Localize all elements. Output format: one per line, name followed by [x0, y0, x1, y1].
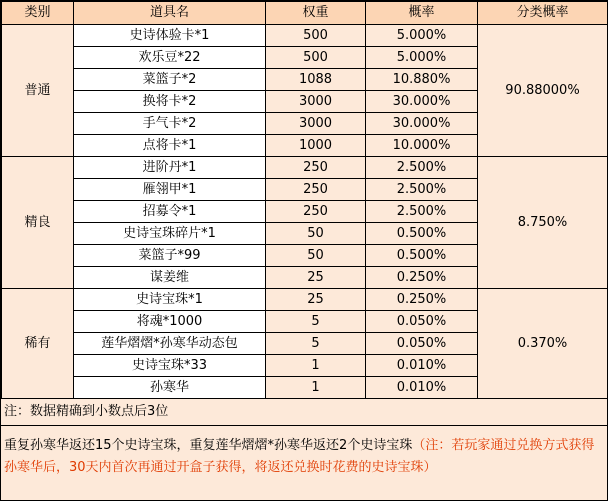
- category-rate-cell: 8.750%: [478, 157, 608, 289]
- rate-cell: 0.010%: [366, 377, 478, 399]
- rate-cell: 0.250%: [366, 267, 478, 289]
- rate-cell: 2.500%: [366, 179, 478, 201]
- category-rate-cell: 0.370%: [478, 289, 608, 399]
- table-row: [2, 289, 608, 311]
- weight-cell: 1: [266, 355, 366, 377]
- table-row: [2, 157, 608, 179]
- table-row: [2, 25, 608, 47]
- rate-cell: 10.880%: [366, 69, 478, 91]
- rate-cell: 10.000%: [366, 135, 478, 157]
- category-rate-cell: 90.88000%: [478, 25, 608, 157]
- header-category: 类别: [2, 2, 74, 25]
- footer-warning-text: （注：若玩家通过兑换方式获得孙寒华后，30天内首次再通过开盒子获得，将返还兑换时花费的史诗宝珠）: [4, 438, 595, 475]
- item-cell: 手气卡*2: [74, 113, 266, 135]
- item-cell: 点将卡*1: [74, 135, 266, 157]
- weight-cell: 3000: [266, 91, 366, 113]
- rate-cell: 30.000%: [366, 113, 478, 135]
- item-cell: 史诗体验卡*1: [74, 25, 266, 47]
- rate-cell: 30.000%: [366, 91, 478, 113]
- rate-cell: 0.500%: [366, 245, 478, 267]
- rate-cell: 5.000%: [366, 25, 478, 47]
- header-item: 道具名: [74, 2, 266, 25]
- drop-rate-table: [1, 1, 608, 399]
- rate-cell: 0.250%: [366, 289, 478, 311]
- rate-cell: 0.050%: [366, 311, 478, 333]
- weight-cell: 1088: [266, 69, 366, 91]
- item-cell: 菜篮子*99: [74, 245, 266, 267]
- rate-cell: 2.500%: [366, 157, 478, 179]
- item-cell: 谋姜维: [74, 267, 266, 289]
- table-header-row: [2, 2, 608, 25]
- weight-cell: 50: [266, 223, 366, 245]
- weight-cell: 25: [266, 289, 366, 311]
- item-cell: 将魂*1000: [74, 311, 266, 333]
- category-cell: 精良: [2, 157, 74, 289]
- item-cell: 史诗宝珠*1: [74, 289, 266, 311]
- weight-cell: 1000: [266, 135, 366, 157]
- weight-cell: 5: [266, 333, 366, 355]
- header-rate: 概率: [366, 2, 478, 25]
- rate-cell: 0.050%: [366, 333, 478, 355]
- rate-cell: 5.000%: [366, 47, 478, 69]
- item-cell: 欢乐豆*22: [74, 47, 266, 69]
- weight-cell: 500: [266, 47, 366, 69]
- weight-cell: 250: [266, 179, 366, 201]
- header-weight: 权重: [266, 2, 366, 25]
- item-cell: 进阶丹*1: [74, 157, 266, 179]
- item-cell: 雁翎甲*1: [74, 179, 266, 201]
- weight-cell: 250: [266, 157, 366, 179]
- table-body: [2, 25, 608, 399]
- item-cell: 招募令*1: [74, 201, 266, 223]
- item-cell: 换将卡*2: [74, 91, 266, 113]
- rate-cell: 0.500%: [366, 223, 478, 245]
- item-cell: 莲华熠熠*孙寒华动态包: [74, 333, 266, 355]
- item-cell: 史诗宝珠碎片*1: [74, 223, 266, 245]
- item-cell: 孙寒华: [74, 377, 266, 399]
- weight-cell: 5: [266, 311, 366, 333]
- footer-main-text: 重复孙寒华返还15个史诗宝珠，重复莲华熠熠*孙寒华返还2个史诗宝珠: [4, 438, 413, 453]
- rate-cell: 2.500%: [366, 201, 478, 223]
- precision-note: 注：数据精确到小数点后3位: [1, 399, 607, 426]
- weight-cell: 250: [266, 201, 366, 223]
- weight-cell: 25: [266, 267, 366, 289]
- category-cell: 普通: [2, 25, 74, 157]
- item-cell: 史诗宝珠*33: [74, 355, 266, 377]
- category-cell: 稀有: [2, 289, 74, 399]
- item-cell: 菜篮子*2: [74, 69, 266, 91]
- weight-cell: 3000: [266, 113, 366, 135]
- weight-cell: 50: [266, 245, 366, 267]
- weight-cell: 500: [266, 25, 366, 47]
- rate-cell: 0.010%: [366, 355, 478, 377]
- footer-text: [1, 426, 607, 479]
- weight-cell: 1: [266, 377, 366, 399]
- header-category-rate: 分类概率: [478, 2, 608, 25]
